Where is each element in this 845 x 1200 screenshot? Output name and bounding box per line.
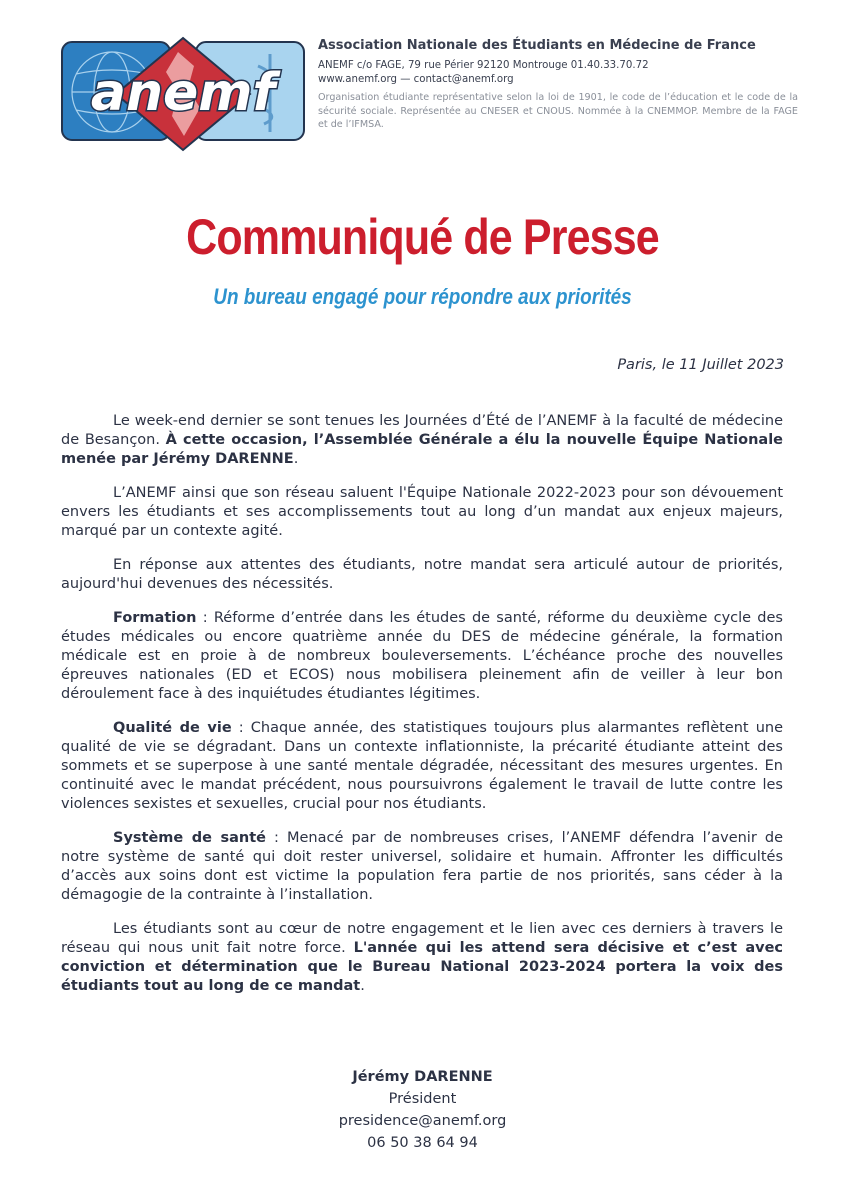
signatory-email[interactable]: presidence@anemf.org (338, 1113, 507, 1129)
organization-name: Association Nationale des Étudiants en Médecine de France (318, 38, 756, 53)
health-system-label: Système de santé (113, 830, 266, 846)
paragraph-conclusion-highlight: L'année qui les attend sera décisive et c’est avec conviction et détermination que le Bureau National 2023-2024 portera la voix des étudiants tout au long de ce mandat (61, 940, 784, 994)
quality-of-life-label: Qualité de vie (113, 720, 232, 736)
formation-label: Formation (113, 610, 197, 626)
paragraph-conclusion (61, 920, 783, 996)
formation-text: : Réforme d’entrée dans les études de santé, réforme du deuxième cycle des études médicales ou encore quatrième année du DES de médecine générale, la formation médicale est en proie à de nombreux bouleversements. L’échéance proche des nouvelles épreuves nationales (ED et ECOS) nous mobilisera pleinement afin de veiller à leur bon déroulement face à des inquiétudes étudiantes légitimes. (61, 610, 783, 702)
press-body (61, 412, 783, 1011)
paragraph-thanks: L’ANEMF ainsi que son réseau saluent l'Équipe Nationale 2022-2023 pour son dévouement envers les étudiants et ses accomplissements tout au long d’un mandat aux enjeux majeurs, marqué par un contexte agité. (61, 485, 783, 539)
paragraph-conclusion-end: . (360, 978, 365, 994)
paragraph-intro-end: . (293, 451, 299, 467)
logo-wordmark: anemf (90, 63, 276, 123)
signatory-phone: 06 50 38 64 94 (367, 1135, 478, 1151)
paragraph-intro (61, 412, 783, 469)
page-subtitle: Un bureau engagé pour répondre aux priorités (213, 284, 632, 309)
organization-address: ANEMF c/o FAGE, 79 rue Périer 92120 Montrouge 01.40.33.70.72 (318, 60, 649, 71)
paragraph-health-system (61, 829, 783, 905)
letterhead (60, 36, 800, 156)
press-date: Paris, le 11 Juillet 2023 (617, 357, 784, 373)
organization-web-contact: www.anemf.org — contact@anemf.org (318, 74, 514, 85)
paragraph-formation (61, 609, 783, 704)
page-title: Communiqué de Presse (186, 209, 659, 265)
paragraph-intro-highlight: À cette occasion, l’Assemblée Générale a élu la nouvelle Équipe Nationale menée par Jérémy DARENNE (61, 432, 783, 467)
health-system-text: : Menacé par de nombreuses crises, l’ANEMF défendra l’avenir de notre système de santé qui doit rester universel, solidaire et humain. Affronter les difficultés d’accès aux soins dont est victime la population fera partie de nos priorités, sans céder à la démagogie de la contrainte à l’installation. (61, 830, 783, 903)
signatory-name: Jérémy DARENNE (352, 1069, 493, 1085)
paragraph-intro-text: Le week-end dernier se sont tenues les Journées d’Été de l’ANEMF à la faculté de médecine de Besançon. (61, 413, 783, 448)
signatory-role: Président (388, 1091, 457, 1107)
anemf-logo (60, 36, 306, 152)
paragraph-priorities: En réponse aux attentes des étudiants, notre mandat sera articulé autour de priorités, aujourd'hui devenues des nécessités. (61, 557, 783, 592)
paragraph-quality-of-life (61, 719, 783, 814)
paragraph-conclusion-text: Les étudiants sont au cœur de notre engagement et le lien avec ces derniers à travers le réseau qui nous unit fait notre force. (61, 921, 783, 956)
quality-of-life-text: : Chaque année, des statistiques toujours plus alarmantes reflètent une qualité de vie se dégradant. Dans un contexte inflationniste, la précarité étudiante atteint des sommets et se superpose à une santé mentale dégradée, nécessitant des mesures urgentes. En continuité avec le mandat précédent, nous poursuivrons également le travail de lutte contre les violences sexistes et sexuelles, crucial pour nos étudiants. (61, 720, 783, 812)
organization-info (318, 38, 798, 132)
organization-description: Organisation étudiante représentative selon la loi de 1901, le code de l’éducation et le code de la sécurité sociale. Représentée au CNESER et CNOUS. Nommée à la CNEMMOP. Membre de la FAGE et de l’IFMSA. (318, 92, 798, 130)
signature-block (0, 1066, 845, 1154)
